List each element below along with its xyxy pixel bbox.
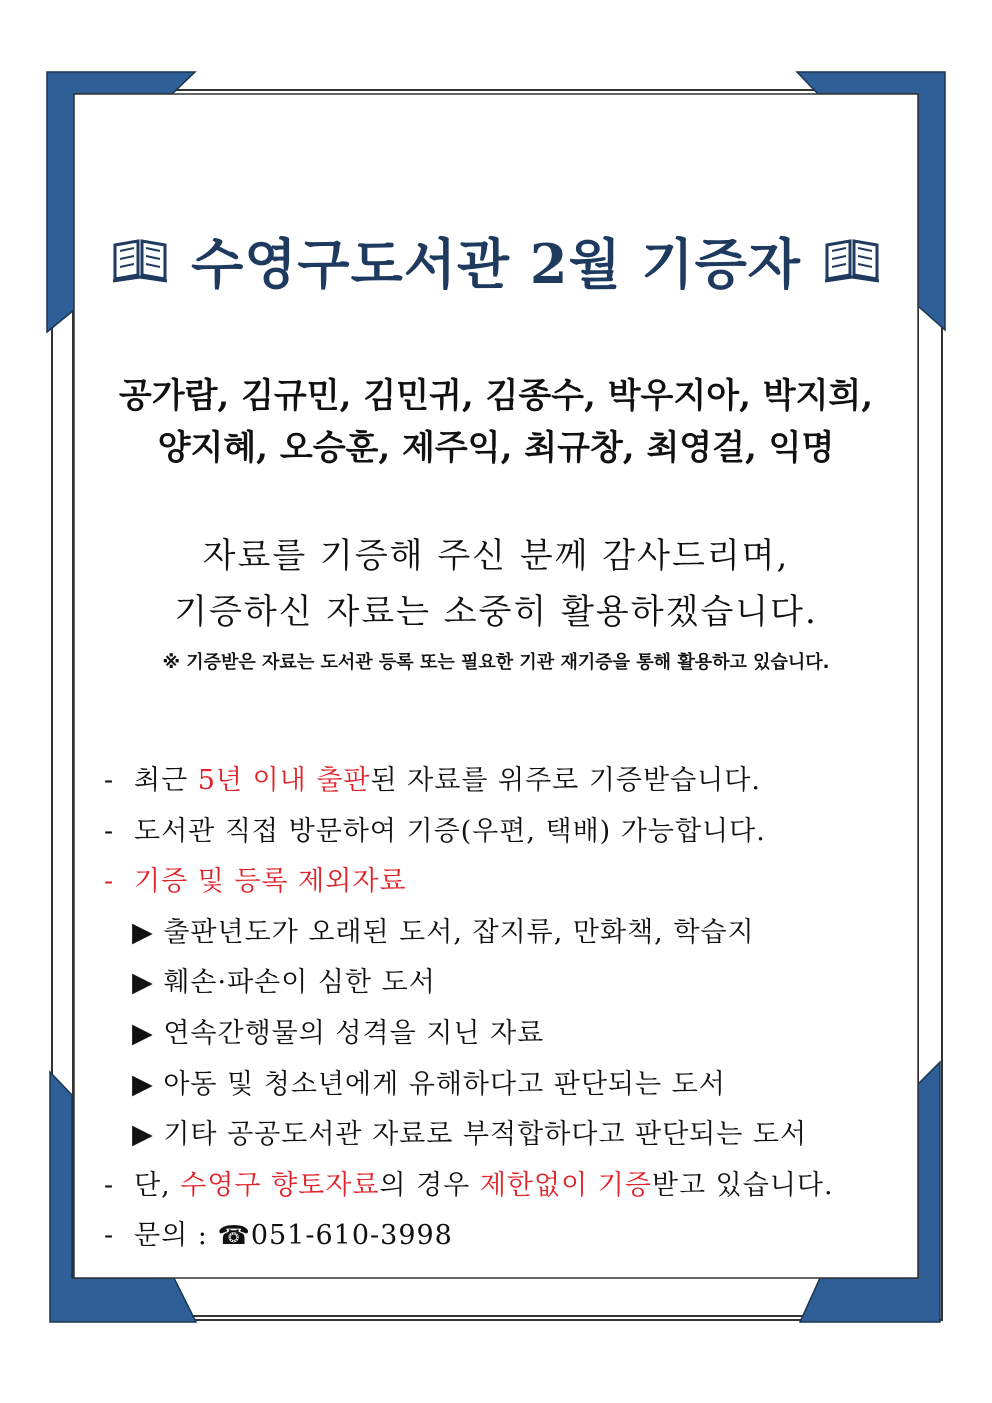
guide-item — [104, 857, 924, 908]
telephone-icon: ☎ — [217, 1221, 251, 1252]
page-title-row — [0, 222, 992, 299]
highlight-text: 제한없이 기증 — [479, 1169, 652, 1201]
dash: - — [104, 1169, 115, 1201]
donation-guide — [104, 756, 924, 1262]
page-title: 수영구도서관 2월 기증자 — [191, 232, 801, 296]
book-icon — [823, 239, 881, 283]
dash: - — [104, 1220, 115, 1252]
dash: - — [104, 866, 115, 898]
excluded-item: ▶ 연속간행물의 성격을 지닌 자료 — [132, 1017, 545, 1049]
dash: - — [104, 815, 115, 847]
book-icon — [111, 239, 169, 283]
contact-item: - 문의 : ☎051-610-3998 — [104, 1211, 924, 1262]
highlight-text: 기증 및 등록 제외자료 — [134, 866, 407, 898]
donation-note: ※ 기증받은 자료는 도서관 등록 또는 필요한 기관 재기증을 통해 활용하고 있습니다. — [162, 652, 830, 673]
guide-item: - 단, 수영구 향토자료의 경우 제한없이 기증받고 있습니다. — [104, 1161, 924, 1212]
guide-item: - 최근 5년 이내 출판된 자료를 위주로 기증받습니다. — [104, 756, 924, 807]
thanks-line: 기증하신 자료는 소중히 활용하겠습니다. — [174, 592, 818, 632]
excluded-item: ▶ 기타 공공도서관 자료로 부적합하다고 판단되는 도서 — [132, 1119, 808, 1151]
donor-line: 공가람, 김규민, 김민귀, 김종수, 박우지아, 박지희, — [118, 376, 874, 416]
guide-item: - 도서관 직접 방문하여 기증(우편, 택배) 가능합니다. — [104, 807, 924, 858]
phone-number: 051-610-3998 — [250, 1220, 453, 1252]
excluded-item: ▶ 아동 및 청소년에게 유해하다고 판단되는 도서 — [132, 1068, 726, 1100]
excluded-item: ▶ 출판년도가 오래된 도서, 잡지류, 만화책, 학습지 — [132, 916, 755, 948]
donor-list — [60, 370, 932, 474]
donor-line: 양지혜, 오승훈, 제주익, 최규창, 최영걸, 익명 — [157, 428, 835, 468]
dash: - — [104, 765, 115, 796]
highlight-text: 수영구 향토자료 — [180, 1169, 380, 1201]
highlight-text: 5년 이내 출판 — [197, 765, 371, 796]
excluded-item: ▶ 훼손·파손이 심한 도서 — [132, 967, 436, 999]
thanks-line: 자료를 기증해 주신 분께 감사드리며, — [202, 536, 790, 576]
thanks-message — [60, 528, 932, 640]
